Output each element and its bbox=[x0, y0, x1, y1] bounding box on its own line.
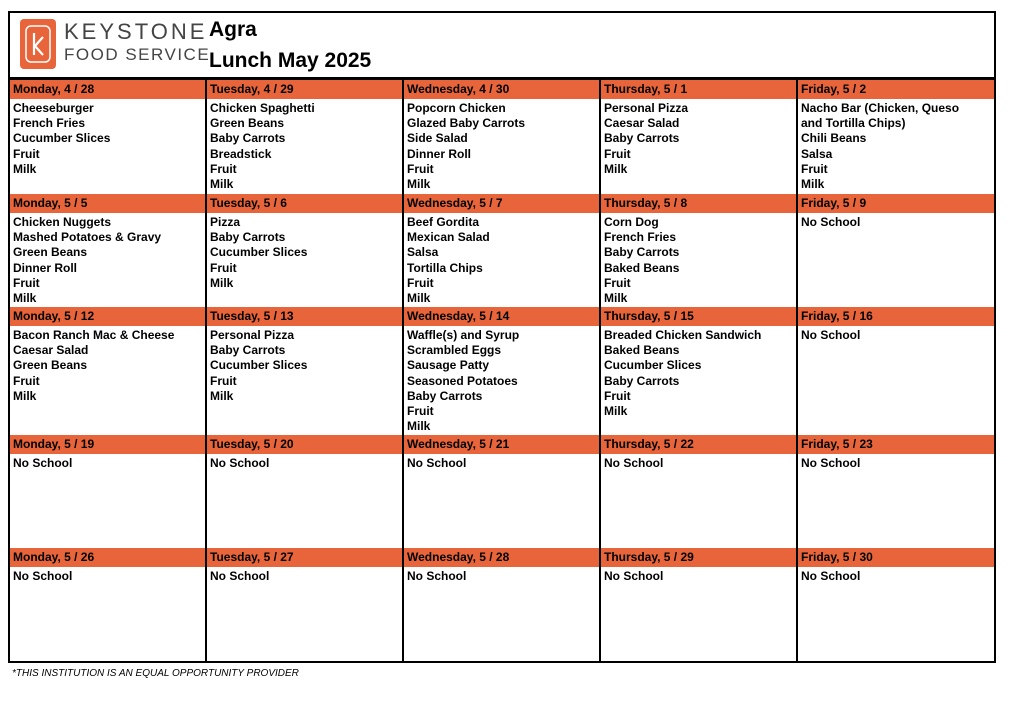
menu-header bbox=[10, 13, 994, 80]
menu-item: Cucumber Slices bbox=[604, 358, 702, 373]
menu-items bbox=[798, 454, 994, 471]
day-cell bbox=[10, 80, 207, 194]
menu-item: Breaded Chicken Sandwich bbox=[604, 328, 762, 342]
menu-item: Cucumber Slices bbox=[210, 245, 308, 260]
day-cell bbox=[798, 80, 994, 194]
day-header: Monday, 5 / 26 bbox=[10, 548, 205, 567]
menu-item: Sausage Patty bbox=[407, 358, 490, 373]
menu-item: Breadstick bbox=[210, 146, 272, 161]
day-cell bbox=[207, 80, 404, 194]
menu-item: Baby Carrots bbox=[604, 245, 680, 260]
menu-item: Caesar Salad bbox=[13, 343, 89, 358]
menu-items bbox=[601, 213, 796, 306]
day-header: Monday, 5 / 19 bbox=[10, 435, 205, 454]
menu-item: Baby Carrots bbox=[604, 131, 680, 146]
brand-subtitle: FOOD SERVICE bbox=[64, 45, 211, 64]
menu-items bbox=[10, 326, 205, 404]
menu-item: Scrambled Eggs bbox=[407, 343, 502, 358]
menu-items bbox=[798, 99, 994, 192]
menu-items bbox=[10, 99, 205, 177]
day-header: Thursday, 5 / 22 bbox=[601, 435, 796, 454]
menu-item: Glazed Baby Carrots bbox=[407, 116, 526, 131]
menu-item: Green Beans bbox=[210, 116, 285, 131]
menu-items bbox=[207, 454, 402, 471]
menu-item: No School bbox=[801, 456, 861, 470]
day-header: Wednesday, 5 / 28 bbox=[404, 548, 599, 567]
menu-item: No School bbox=[210, 456, 270, 470]
menu-item: Dinner Roll bbox=[13, 260, 78, 275]
menu-item: Mexican Salad bbox=[407, 230, 490, 245]
menu-item: Milk bbox=[210, 177, 234, 192]
menu-item: Fruit bbox=[13, 373, 40, 388]
day-cell bbox=[404, 435, 601, 548]
menu-item: Waffle(s) and Syrup bbox=[407, 328, 520, 342]
menu-item: Chili Beans bbox=[801, 131, 867, 146]
day-header: Tuesday, 5 / 20 bbox=[207, 435, 402, 454]
day-cell bbox=[207, 435, 404, 548]
menu-item: Milk bbox=[13, 291, 37, 306]
menu-item: Bacon Ranch Mac & Cheese bbox=[13, 328, 175, 342]
day-cell bbox=[207, 194, 404, 307]
day-cell bbox=[207, 548, 404, 661]
menu-item: French Fries bbox=[13, 116, 86, 131]
menu-item: Tortilla Chips bbox=[407, 260, 483, 275]
menu-item: Beef Gordita bbox=[407, 215, 480, 229]
menu-items bbox=[10, 454, 205, 471]
menu-items bbox=[798, 567, 994, 584]
menu-items bbox=[404, 326, 599, 434]
menu-item: Fruit bbox=[407, 161, 434, 176]
day-cell bbox=[207, 307, 404, 435]
day-cell bbox=[10, 548, 207, 661]
menu-item: Popcorn Chicken bbox=[407, 101, 506, 115]
menu-item: Fruit bbox=[604, 388, 631, 403]
day-header: Monday, 5 / 12 bbox=[10, 307, 205, 326]
day-header: Tuesday, 5 / 6 bbox=[207, 194, 402, 213]
day-header: Thursday, 5 / 15 bbox=[601, 307, 796, 326]
day-header: Monday, 4 / 28 bbox=[10, 80, 205, 99]
menu-item: Fruit bbox=[801, 161, 828, 176]
menu-item: French Fries bbox=[604, 230, 677, 245]
day-header: Friday, 5 / 30 bbox=[798, 548, 994, 567]
menu-item: Nacho Bar (Chicken, Queso bbox=[801, 101, 960, 115]
day-header: Thursday, 5 / 29 bbox=[601, 548, 796, 567]
menu-item: Green Beans bbox=[13, 358, 88, 373]
menu-item: Baby Carrots bbox=[210, 343, 286, 358]
menu-item: Milk bbox=[801, 177, 825, 192]
day-header: Thursday, 5 / 8 bbox=[601, 194, 796, 213]
menu-item: Cucumber Slices bbox=[13, 131, 111, 146]
day-header: Tuesday, 5 / 13 bbox=[207, 307, 402, 326]
menu-item: Milk bbox=[407, 291, 431, 306]
day-header: Friday, 5 / 23 bbox=[798, 435, 994, 454]
day-cell bbox=[404, 307, 601, 435]
menu-item: No School bbox=[407, 569, 467, 583]
day-header: Friday, 5 / 16 bbox=[798, 307, 994, 326]
menu-item: Dinner Roll bbox=[407, 146, 472, 161]
menu-items bbox=[404, 213, 599, 306]
menu-items bbox=[798, 326, 994, 343]
menu-title: Lunch May 2025 bbox=[209, 49, 372, 72]
menu-items bbox=[207, 567, 402, 584]
menu-item: Fruit bbox=[210, 161, 237, 176]
menu-items bbox=[207, 326, 402, 404]
menu-item: Salsa bbox=[801, 146, 833, 161]
menu-items bbox=[404, 567, 599, 584]
menu-item: No School bbox=[210, 569, 270, 583]
menu-item: and Tortilla Chips) bbox=[801, 116, 906, 131]
menu-item: Cucumber Slices bbox=[210, 358, 308, 373]
day-header: Thursday, 5 / 1 bbox=[601, 80, 796, 99]
day-cell bbox=[601, 194, 798, 307]
menu-item: No School bbox=[13, 569, 73, 583]
menu-sheet bbox=[8, 11, 996, 663]
menu-items bbox=[207, 213, 402, 291]
day-header: Tuesday, 5 / 27 bbox=[207, 548, 402, 567]
menu-item: Chicken Spaghetti bbox=[210, 101, 315, 115]
day-cell bbox=[601, 80, 798, 194]
menu-item: No School bbox=[801, 569, 861, 583]
menu-item: Baby Carrots bbox=[210, 131, 286, 146]
menu-item: Green Beans bbox=[13, 245, 88, 260]
menu-items bbox=[404, 99, 599, 192]
menu-item: Milk bbox=[210, 275, 234, 290]
menu-items bbox=[601, 567, 796, 584]
menu-items bbox=[10, 567, 205, 584]
menu-item: Cheeseburger bbox=[13, 101, 94, 115]
day-header: Wednesday, 5 / 21 bbox=[404, 435, 599, 454]
day-cell bbox=[601, 548, 798, 661]
day-cell bbox=[404, 194, 601, 307]
day-cell bbox=[798, 307, 994, 435]
menu-item: No School bbox=[407, 456, 467, 470]
menu-item: Corn Dog bbox=[604, 215, 659, 229]
day-cell bbox=[601, 307, 798, 435]
menu-item: Milk bbox=[604, 291, 628, 306]
menu-item: Milk bbox=[210, 388, 234, 403]
day-header: Monday, 5 / 5 bbox=[10, 194, 205, 213]
menu-items bbox=[207, 99, 402, 192]
day-header: Wednesday, 5 / 7 bbox=[404, 194, 599, 213]
menu-item: Seasoned Potatoes bbox=[407, 373, 518, 388]
menu-item: Milk bbox=[13, 161, 37, 176]
school-name: Agra bbox=[209, 18, 257, 41]
menu-item: Personal Pizza bbox=[604, 101, 689, 115]
menu-item: Milk bbox=[604, 404, 628, 419]
day-cell bbox=[10, 435, 207, 548]
footer-disclaimer: *THIS INSTITUTION IS AN EQUAL OPPORTUNITY PROVIDER bbox=[12, 668, 299, 679]
menu-item: Fruit bbox=[210, 260, 237, 275]
menu-item: Fruit bbox=[407, 404, 434, 419]
day-cell bbox=[798, 194, 994, 307]
menu-item: Side Salad bbox=[407, 131, 468, 146]
day-cell bbox=[404, 80, 601, 194]
keystone-logo-icon bbox=[20, 19, 56, 69]
menu-item: No School bbox=[801, 215, 861, 229]
menu-item: Baked Beans bbox=[604, 343, 680, 358]
day-header: Friday, 5 / 9 bbox=[798, 194, 994, 213]
menu-item: Milk bbox=[604, 161, 628, 176]
day-header: Wednesday, 5 / 14 bbox=[404, 307, 599, 326]
menu-item: Baked Beans bbox=[604, 260, 680, 275]
menu-item: Salsa bbox=[407, 245, 439, 260]
menu-items bbox=[798, 213, 994, 230]
menu-item: Milk bbox=[407, 419, 431, 434]
menu-item: Personal Pizza bbox=[210, 328, 295, 342]
day-header: Friday, 5 / 2 bbox=[798, 80, 994, 99]
day-cell bbox=[601, 435, 798, 548]
menu-item: Mashed Potatoes & Gravy bbox=[13, 230, 162, 245]
menu-item: Baby Carrots bbox=[210, 230, 286, 245]
menu-item: No School bbox=[604, 569, 664, 583]
day-cell bbox=[798, 548, 994, 661]
menu-item: Baby Carrots bbox=[604, 373, 680, 388]
day-cell bbox=[10, 194, 207, 307]
brand-name: KEYSTONE bbox=[64, 19, 208, 44]
day-cell bbox=[10, 307, 207, 435]
menu-item: Pizza bbox=[210, 215, 241, 229]
menu-item: Fruit bbox=[210, 373, 237, 388]
menu-item: Fruit bbox=[13, 275, 40, 290]
menu-items bbox=[10, 213, 205, 306]
menu-item: Milk bbox=[407, 177, 431, 192]
menu-items bbox=[601, 99, 796, 177]
menu-item: Fruit bbox=[13, 146, 40, 161]
day-header: Tuesday, 4 / 29 bbox=[207, 80, 402, 99]
menu-item: No School bbox=[604, 456, 664, 470]
menu-calendar-grid bbox=[10, 80, 994, 661]
day-cell bbox=[404, 548, 601, 661]
menu-items bbox=[601, 326, 796, 419]
menu-items bbox=[601, 454, 796, 471]
menu-item: Fruit bbox=[604, 275, 631, 290]
menu-item: Caesar Salad bbox=[604, 116, 680, 131]
menu-item: Milk bbox=[13, 388, 37, 403]
menu-item: Fruit bbox=[604, 146, 631, 161]
menu-item: Fruit bbox=[407, 275, 434, 290]
menu-items bbox=[404, 454, 599, 471]
menu-item: No School bbox=[801, 328, 861, 342]
day-cell bbox=[798, 435, 994, 548]
menu-item: Chicken Nuggets bbox=[13, 215, 112, 229]
menu-item: Baby Carrots bbox=[407, 388, 483, 403]
day-header: Wednesday, 4 / 30 bbox=[404, 80, 599, 99]
menu-item: No School bbox=[13, 456, 73, 470]
